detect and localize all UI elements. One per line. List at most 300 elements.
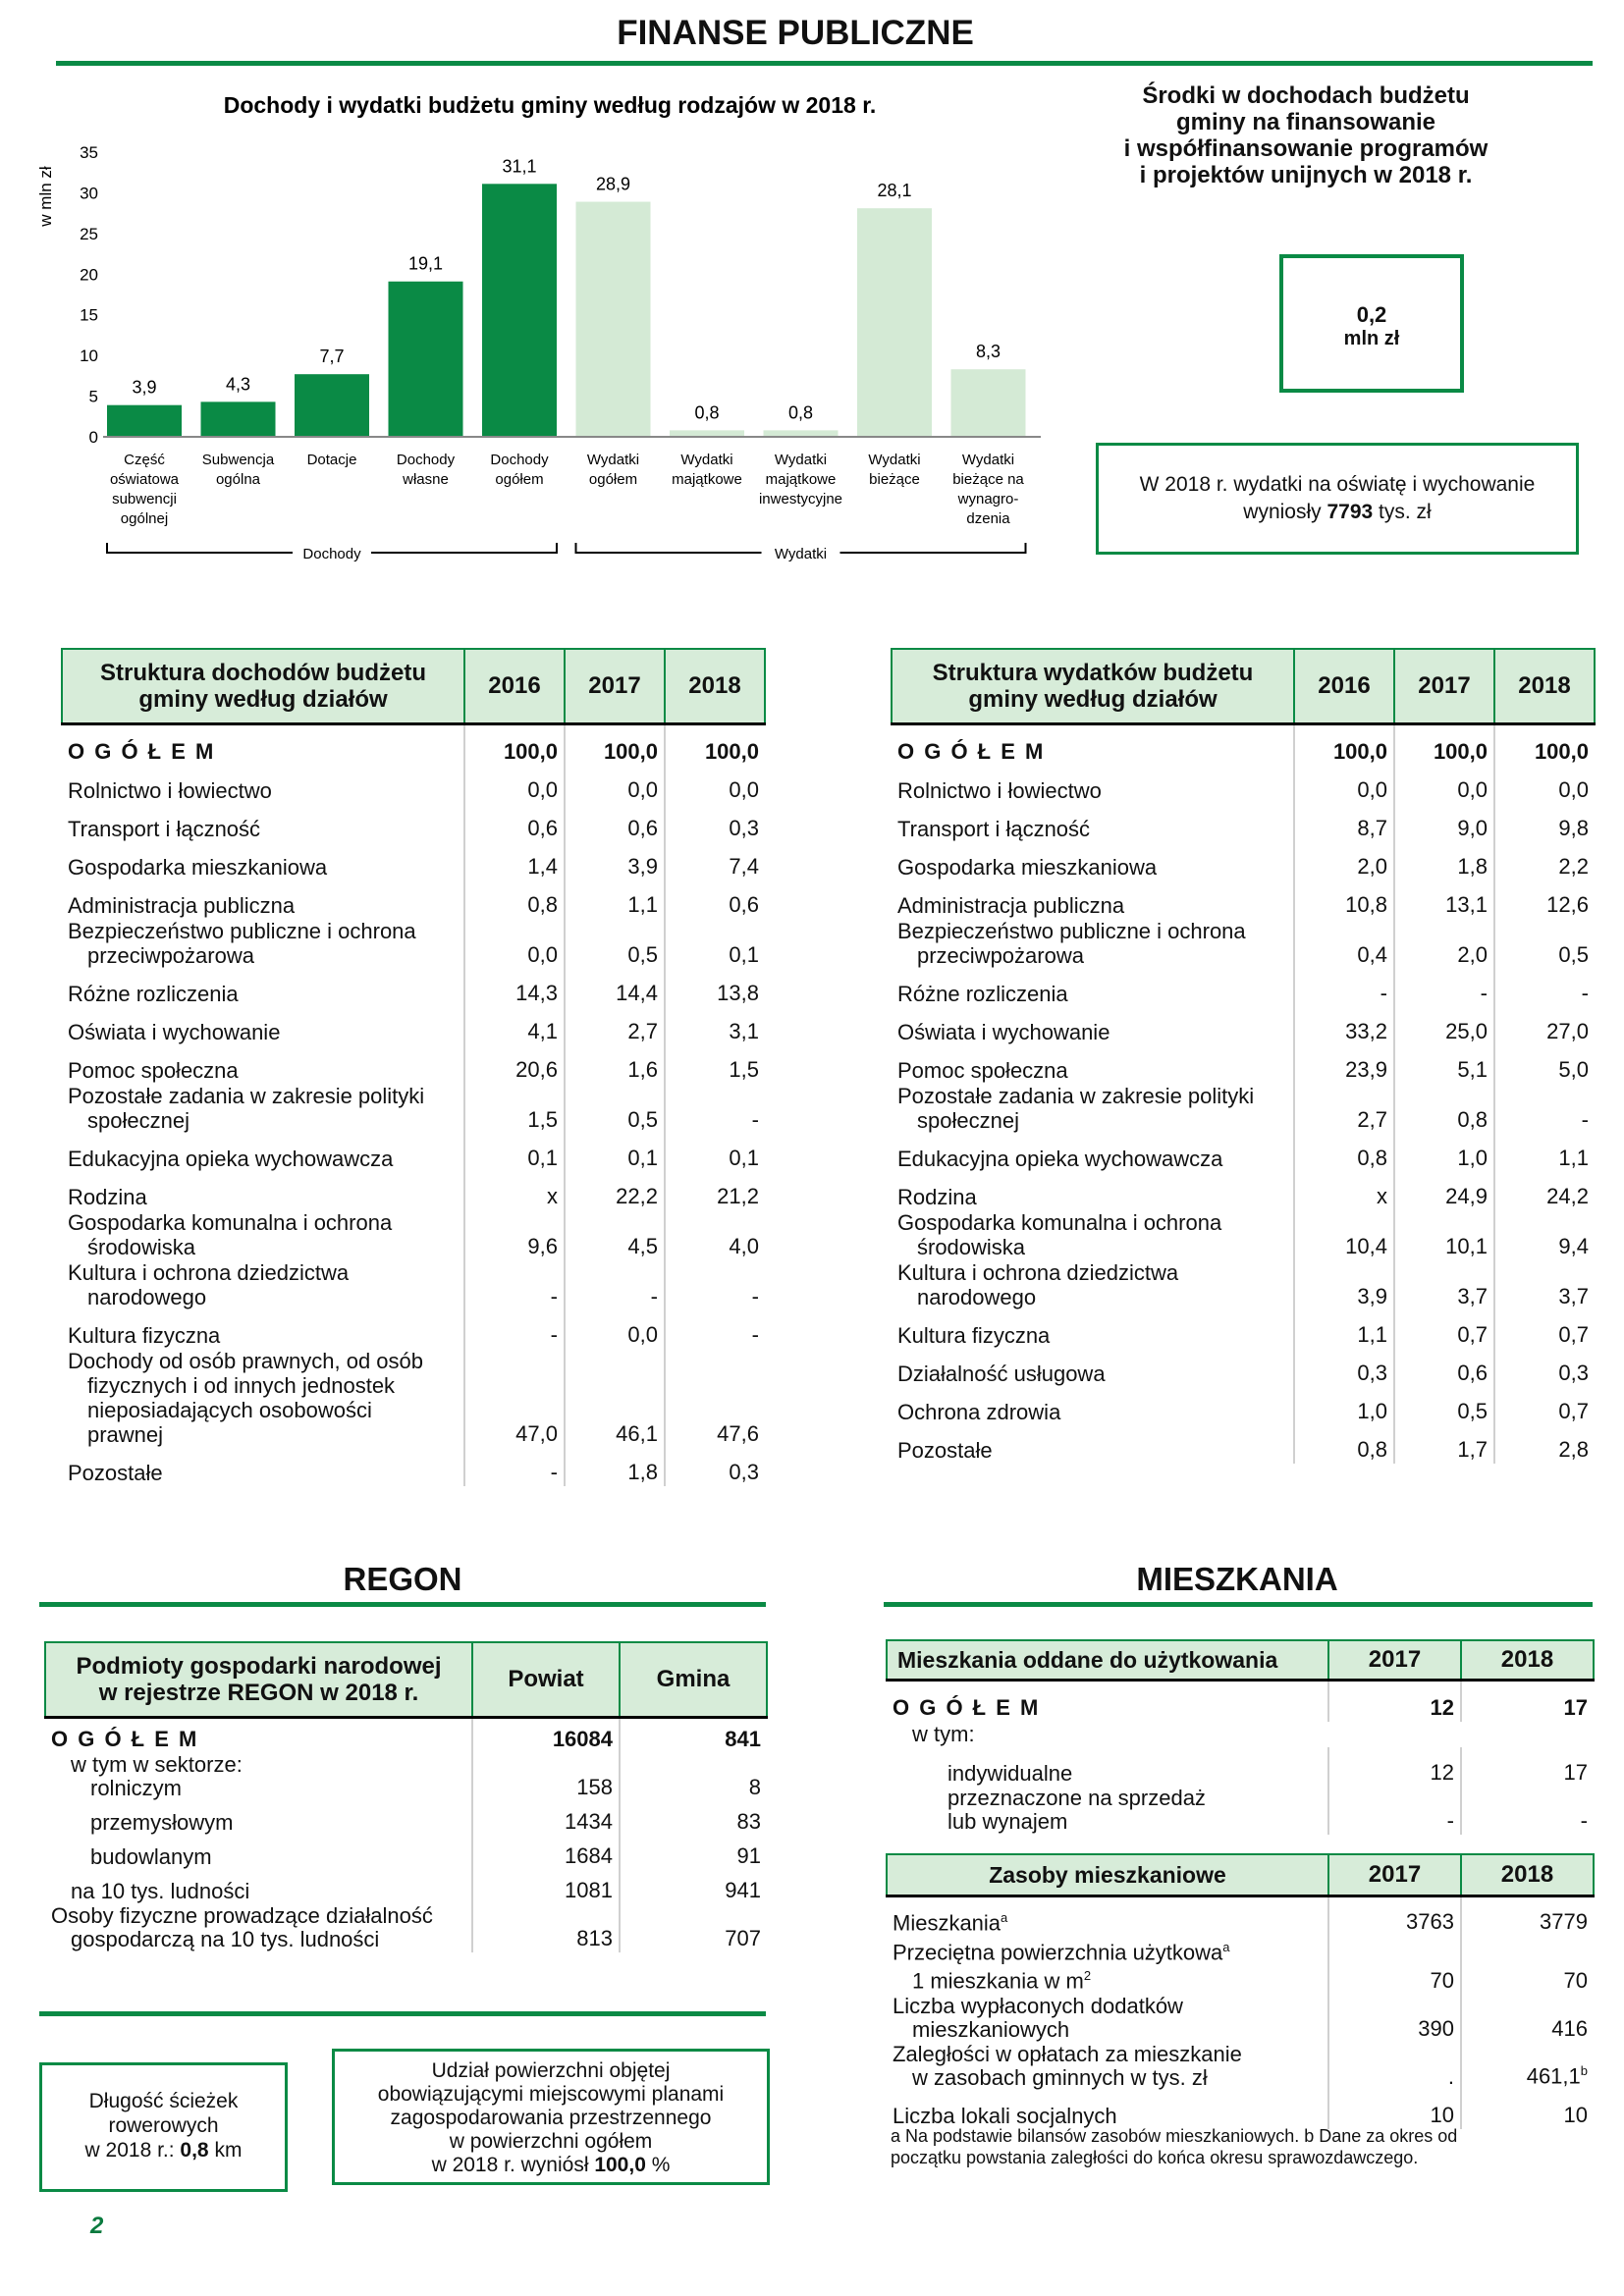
srodki-value: 0,2 — [1356, 302, 1387, 327]
table-cell: - — [464, 1260, 565, 1310]
table-cell: 0,1 — [665, 919, 765, 969]
table-cell: 1081 — [472, 1870, 620, 1904]
table-cell: - — [665, 1084, 765, 1134]
table-row — [892, 881, 1595, 919]
srodki-unit: mln zł — [1343, 328, 1400, 349]
table-cell: 1,1 — [565, 881, 665, 919]
total-label: O G Ó Ł E M — [45, 1718, 472, 1753]
row-label: przeznaczone na sprzedaż lub wynajem — [887, 1787, 1328, 1835]
category-label: Wydatki — [961, 452, 1015, 468]
table-row — [45, 1904, 767, 1952]
table-cell: 0,5 — [565, 1084, 665, 1134]
bar — [389, 282, 463, 437]
category-label: ogółem — [588, 471, 638, 488]
category-label: Dochody — [490, 452, 549, 468]
table-header: Podmioty gospodarki narodowej w rejestrze REGON w 2018 r. — [45, 1642, 472, 1718]
table-cell: 3,7 — [1394, 1260, 1494, 1310]
table-header: Struktura wydatków budżetu gminy według działów — [892, 649, 1294, 724]
table-cell: 3,1 — [665, 1007, 765, 1045]
table-row — [62, 1172, 765, 1210]
mieszkania-rule — [884, 1602, 1593, 1607]
row-label: Kultura fizyczna — [892, 1310, 1294, 1349]
regon-title: REGON — [343, 1561, 462, 1597]
srodki-title — [1100, 82, 1512, 188]
category-label: inwestycyjne — [758, 491, 843, 507]
category-label: Dotacje — [306, 452, 357, 468]
table-row — [62, 1448, 765, 1486]
table-cell: - — [1494, 1084, 1595, 1134]
table-cell: 0,8 — [1294, 1425, 1394, 1464]
total-label: O G Ó Ł E M — [887, 1681, 1328, 1722]
footnote — [891, 2125, 1457, 2168]
row-label: Transport i łączność — [892, 804, 1294, 842]
table-cell: 0,5 — [1394, 1387, 1494, 1425]
table-cell: 9,6 — [464, 1210, 565, 1260]
category-label: Część — [124, 452, 165, 468]
table-row — [45, 1801, 767, 1836]
table-cell: x — [1294, 1172, 1394, 1210]
table-cell: 14,3 — [464, 969, 565, 1007]
row-label: w tym w sektorze: rolniczym — [45, 1753, 472, 1801]
y-tick-label: 20 — [80, 265, 98, 285]
table-cell: 2,7 — [1294, 1084, 1394, 1134]
row-label: Kultura i ochrona dziedzictwa narodowego — [62, 1260, 464, 1310]
table-cell: 1,7 — [1394, 1425, 1494, 1464]
row-label: Rolnictwo i łowiectwo — [892, 766, 1294, 804]
table-cell: 100,0 — [1394, 724, 1494, 766]
table-cell: - — [464, 1310, 565, 1349]
table-row — [892, 1172, 1595, 1210]
bar — [201, 401, 276, 437]
table-cell: 13,8 — [665, 969, 765, 1007]
table-cell: 27,0 — [1494, 1007, 1595, 1045]
table-cell: 0,0 — [665, 766, 765, 804]
plany-value: 100,0 — [594, 2154, 646, 2176]
table-cell: 1,8 — [565, 1448, 665, 1486]
category-label: bieżące na — [952, 471, 1024, 488]
row-label: Rodzina — [892, 1172, 1294, 1210]
table-row — [892, 1310, 1595, 1349]
table-cell: 10 — [1461, 2090, 1594, 2128]
table-cell: 8,7 — [1294, 804, 1394, 842]
table-cell: 1434 — [472, 1801, 620, 1836]
oswiata-box — [1096, 443, 1579, 555]
table-cell: 2,7 — [565, 1007, 665, 1045]
category-label: subwencji — [112, 491, 177, 507]
y-tick-label: 35 — [80, 143, 98, 162]
table-row — [62, 919, 765, 969]
col-header: Gmina — [620, 1642, 767, 1718]
row-label: Pomoc społeczna — [892, 1045, 1294, 1084]
table-cell: 158 — [472, 1753, 620, 1801]
bar-value-label: 19,1 — [407, 253, 444, 274]
sciezki-box — [39, 2062, 288, 2192]
page-number: 2 — [90, 2213, 104, 2239]
year-header: 2016 — [1294, 649, 1394, 724]
category-label: Wydatki — [774, 452, 828, 468]
year-header: 2018 — [1494, 649, 1595, 724]
plany-line: Udział powierzchni objętej — [431, 2059, 671, 2082]
table-cell: 4,0 — [665, 1210, 765, 1260]
table-cell: 0,0 — [565, 1310, 665, 1349]
table-cell: 0,3 — [665, 1448, 765, 1486]
year-header: 2017 — [1328, 1640, 1461, 1681]
row-label: Kultura i ochrona dziedzictwa narodowego — [892, 1260, 1294, 1310]
table-cell: 25,0 — [1394, 1007, 1494, 1045]
table-cell: 0,7 — [1394, 1310, 1494, 1349]
table-cell: 70 — [1461, 1936, 1594, 1995]
table-cell: 3779 — [1461, 1896, 1594, 1936]
srodki-value-box — [1279, 254, 1464, 393]
row-label: Gospodarka komunalna i ochrona środowiska — [892, 1210, 1294, 1260]
row-label: Kultura fizyczna — [62, 1310, 464, 1349]
table-row — [892, 1349, 1595, 1387]
table-cell: 0,0 — [565, 766, 665, 804]
table-header: Mieszkania oddane do użytkowania — [887, 1640, 1328, 1681]
y-tick-label: 25 — [80, 224, 98, 243]
table-cell: 941 — [620, 1870, 767, 1904]
table-cell: 0,4 — [1294, 919, 1394, 969]
total-label: O G Ó Ł E M — [892, 724, 1294, 766]
table-cell: 24,2 — [1494, 1172, 1595, 1210]
plany-unit: % — [645, 2154, 671, 2176]
year-header: 2017 — [1328, 1854, 1461, 1896]
table-cell: 33,2 — [1294, 1007, 1394, 1045]
plany-line: obowiązującymi miejscowymi planami — [377, 2083, 725, 2106]
table-cell: 2,2 — [1494, 842, 1595, 881]
row-label: indywidualne — [887, 1748, 1328, 1787]
row-label: na 10 tys. ludności — [45, 1870, 472, 1904]
table-cell: 1,1 — [1294, 1310, 1394, 1349]
table-row — [892, 766, 1595, 804]
table-row — [892, 1007, 1595, 1045]
footnote-line: a Na podstawie bilansów zasobów mieszkaniowych. b Dane za okres od — [891, 2126, 1458, 2146]
table-cell: 10 — [1328, 2090, 1461, 2128]
col-header: Powiat — [472, 1642, 620, 1718]
table-cell: 16084 — [472, 1718, 620, 1753]
row-label: Administracja publiczna — [62, 881, 464, 919]
table-row — [887, 1936, 1594, 1995]
y-tick-label: 0 — [88, 428, 98, 447]
table-cell: 12 — [1328, 1681, 1461, 1722]
mieszkania-title: MIESZKANIA — [1136, 1561, 1338, 1597]
sciezki-line: Długość ścieżek — [88, 2090, 239, 2112]
table-row — [892, 1134, 1595, 1172]
page-title: FINANSE PUBLICZNE — [617, 14, 974, 52]
row-label: Gospodarka mieszkaniowa — [62, 842, 464, 881]
year-header: 2018 — [1461, 1640, 1594, 1681]
table-cell: 2,8 — [1494, 1425, 1595, 1464]
table-cell: 100,0 — [464, 724, 565, 766]
year-header: 2018 — [665, 649, 765, 724]
table-cell: 0,8 — [464, 881, 565, 919]
sciezki-line: rowerowych — [108, 2114, 219, 2137]
table-cell: 4,5 — [565, 1210, 665, 1260]
table-cell: 0,7 — [1494, 1310, 1595, 1349]
category-label: Wydatki — [586, 452, 640, 468]
year-header: 2016 — [464, 649, 565, 724]
category-label: Dochody — [396, 452, 456, 468]
table-header: Zasoby mieszkaniowe — [887, 1854, 1328, 1896]
table-cell: 0,0 — [464, 766, 565, 804]
table-cell: 7,4 — [665, 842, 765, 881]
table-cell: 416 — [1461, 1994, 1594, 2042]
table-row — [62, 1045, 765, 1084]
plany-line: zagospodarowania przestrzennego — [390, 2107, 712, 2129]
y-tick-label: 5 — [88, 387, 98, 406]
y-tick-label: 30 — [80, 184, 98, 203]
bar — [576, 202, 651, 437]
row-label: Edukacyjna opieka wychowawcza — [62, 1134, 464, 1172]
table-cell: 47,6 — [665, 1349, 765, 1448]
table-cell: 100,0 — [565, 724, 665, 766]
row-label: Dochody od osób prawnych, od osób fizycznych i od innych jednostek nieposiadających osobowości prawnej — [62, 1349, 464, 1448]
category-label: własne — [403, 471, 449, 488]
table-cell: 9,4 — [1494, 1210, 1595, 1260]
table-cell: 1,5 — [464, 1084, 565, 1134]
table-cell: 1,0 — [1294, 1387, 1394, 1425]
table-cell: 14,4 — [565, 969, 665, 1007]
table-cell: 1,4 — [464, 842, 565, 881]
bar-value-label: 28,1 — [877, 181, 912, 201]
table-cell: 9,0 — [1394, 804, 1494, 842]
table-row — [892, 804, 1595, 842]
bar-value-label: 28,9 — [595, 174, 631, 194]
table-cell: 0,0 — [464, 919, 565, 969]
table-cell: 0,6 — [565, 804, 665, 842]
sciezki-unit: km — [208, 2139, 243, 2162]
y-tick-label: 10 — [80, 347, 98, 366]
w-tym-label: w tym: — [887, 1722, 1594, 1748]
table-cell: x — [464, 1172, 565, 1210]
group-label: Dochody — [302, 546, 361, 562]
oswiata-text: W 2018 r. wydatki na oświatę i wychowanie wyniosły — [1139, 473, 1536, 523]
category-label: bieżące — [869, 471, 920, 488]
table-cell: 1684 — [472, 1836, 620, 1870]
srodki-title-line: i współfinansowanie programów — [1123, 135, 1489, 162]
oswiata-value: 7793 — [1326, 501, 1374, 523]
table-cell: - — [1328, 1787, 1461, 1835]
category-label: majątkowe — [672, 471, 742, 488]
table-row — [62, 969, 765, 1007]
table-cell: - — [665, 1310, 765, 1349]
table-cell: 1,5 — [665, 1045, 765, 1084]
table-cell: 0,6 — [464, 804, 565, 842]
table-row — [887, 2042, 1594, 2090]
table-cell: 5,1 — [1394, 1045, 1494, 1084]
group-label: Wydatki — [774, 546, 828, 562]
table-cell: 0,5 — [565, 919, 665, 969]
row-label: Edukacyjna opieka wychowawcza — [892, 1134, 1294, 1172]
category-label: Wydatki — [868, 452, 921, 468]
table-cell: 3,9 — [565, 842, 665, 881]
table-row — [887, 2090, 1594, 2128]
table-row — [62, 1310, 765, 1349]
row-label: Gospodarka komunalna i ochrona środowiska — [62, 1210, 464, 1260]
sciezki-line: w 2018 r.: — [84, 2139, 181, 2162]
table-row — [62, 1349, 765, 1448]
category-label: oświatowa — [109, 471, 180, 488]
table-cell: 0,8 — [1294, 1134, 1394, 1172]
table-row — [62, 1260, 765, 1310]
table-cell: 1,0 — [1394, 1134, 1494, 1172]
table-cell: 46,1 — [565, 1349, 665, 1448]
row-label: Przeciętna powierzchnia użytkowa$^a$ 1 mieszkania w $m^2$ — [887, 1936, 1328, 1995]
table-row — [45, 1870, 767, 1904]
table-cell: 0,6 — [665, 881, 765, 919]
row-label: Bezpieczeństwo publiczne i ochrona przeciwpożarowa — [892, 919, 1294, 969]
table-row — [62, 1007, 765, 1045]
table-cell: 3763 — [1328, 1896, 1461, 1936]
table-cell: 813 — [472, 1904, 620, 1952]
table-cell: 0,3 — [1494, 1349, 1595, 1387]
year-header: 2018 — [1461, 1854, 1594, 1896]
bar-value-label: 8,3 — [975, 342, 1001, 362]
category-label: Subwencja — [201, 452, 275, 468]
table-cell: - — [1494, 969, 1595, 1007]
table-cell: 0,3 — [665, 804, 765, 842]
table-cell: 0,8 — [1394, 1084, 1494, 1134]
table-row — [62, 1134, 765, 1172]
bar-value-label: 31,1 — [502, 156, 537, 177]
table-cell: 0,1 — [665, 1134, 765, 1172]
table-cell: 70 — [1328, 1936, 1461, 1995]
row-label: Pozostałe — [892, 1425, 1294, 1464]
row-label: Rodzina — [62, 1172, 464, 1210]
table-row — [892, 1425, 1595, 1464]
row-label: Oświata i wychowanie — [892, 1007, 1294, 1045]
row-label: Pozostałe — [62, 1448, 464, 1486]
row-label: przemysłowym — [45, 1801, 472, 1836]
table-cell: 47,0 — [464, 1349, 565, 1448]
table-cell: 2,0 — [1394, 919, 1494, 969]
row-label: Administracja publiczna — [892, 881, 1294, 919]
table-cell: - — [1294, 969, 1394, 1007]
table-row — [892, 969, 1595, 1007]
table-cell: 13,1 — [1394, 881, 1494, 919]
bar — [951, 369, 1026, 437]
bar — [107, 405, 182, 437]
table-cell: 390 — [1328, 1994, 1461, 2042]
year-header: 2017 — [1394, 649, 1494, 724]
budget-chart — [36, 83, 1060, 574]
bar-value-label: 7,7 — [319, 347, 345, 367]
table-row — [45, 1753, 767, 1801]
y-tick-label: 15 — [80, 305, 98, 325]
row-label: Bezpieczeństwo publiczne i ochrona przeciwpożarowa — [62, 919, 464, 969]
row-label: Różne rozliczenia — [62, 969, 464, 1007]
bar-value-label: 0,8 — [787, 402, 814, 423]
row-label: Liczba wypłaconych dodatków mieszkaniowych — [887, 1994, 1328, 2042]
table-row — [62, 1210, 765, 1260]
table-cell: 100,0 — [665, 724, 765, 766]
plany-box — [332, 2049, 770, 2185]
table-cell: 0,5 — [1494, 919, 1595, 969]
table-header: Struktura dochodów budżetu gminy według działów — [62, 649, 464, 724]
table-cell: 23,9 — [1294, 1045, 1394, 1084]
table-cell: 22,2 — [565, 1172, 665, 1210]
table-cell: - — [565, 1260, 665, 1310]
row-label: Ochrona zdrowia — [892, 1387, 1294, 1425]
table-cell: - — [665, 1260, 765, 1310]
table-cell: 1,8 — [1394, 842, 1494, 881]
table-cell: 91 — [620, 1836, 767, 1870]
table-cell: 0,0 — [1394, 766, 1494, 804]
table-row — [62, 881, 765, 919]
category-label: dzenia — [966, 510, 1010, 527]
table-cell: 21,2 — [665, 1172, 765, 1210]
total-label: O G Ó Ł E M — [62, 724, 464, 766]
table-cell: 10,8 — [1294, 881, 1394, 919]
table-cell: 0,1 — [464, 1134, 565, 1172]
title-rule — [56, 61, 1593, 66]
table-cell: 12,6 — [1494, 881, 1595, 919]
table-cell: 3,7 — [1494, 1260, 1595, 1310]
srodki-title-line: i projektów unijnych w 2018 r. — [1139, 162, 1473, 188]
oswiata-unit: tys. zł — [1373, 501, 1432, 523]
table-cell: . — [1328, 2042, 1461, 2090]
table-cell: 0,7 — [1494, 1387, 1595, 1425]
row-label: Transport i łączność — [62, 804, 464, 842]
plany-line: w 2018 r. wyniósł — [431, 2154, 595, 2176]
category-label: ogólna — [215, 471, 261, 488]
table-row — [62, 804, 765, 842]
table-row — [892, 1084, 1595, 1134]
row-label: Pozostałe zadania w zakresie polityki społecznej — [892, 1084, 1294, 1134]
row-label: Gospodarka mieszkaniowa — [892, 842, 1294, 881]
plany-line: w powierzchni ogółem — [449, 2130, 653, 2153]
table-cell: 1,6 — [565, 1045, 665, 1084]
bar-value-label: 3,9 — [132, 377, 157, 398]
y-axis-label: w mln zł — [36, 166, 55, 227]
regon-rule — [39, 1602, 766, 1607]
row-label: Działalność usługowa — [892, 1349, 1294, 1387]
year-header: 2017 — [565, 649, 665, 724]
bar — [482, 184, 557, 437]
table-cell: 10,4 — [1294, 1210, 1394, 1260]
table-cell: 707 — [620, 1904, 767, 1952]
table-cell: 0,3 — [1294, 1349, 1394, 1387]
table-row — [62, 766, 765, 804]
row-label: budowlanym — [45, 1836, 472, 1870]
table-cell: 100,0 — [1494, 724, 1595, 766]
sciezki-value: 0,8 — [180, 2139, 209, 2162]
table-cell: 461,1$^b$ — [1461, 2042, 1594, 2090]
srodki-title-line: gminy na finansowanie — [1175, 109, 1436, 135]
table-row — [887, 1896, 1594, 1936]
table-cell: 100,0 — [1294, 724, 1394, 766]
table-cell: 8 — [620, 1753, 767, 1801]
table-cell: 20,6 — [464, 1045, 565, 1084]
table-row — [62, 842, 765, 881]
table-row — [62, 1084, 765, 1134]
category-label: ogólnej — [120, 510, 169, 527]
row-label: Osoby fizyczne prowadzące działalność gospodarczą na 10 tys. ludności — [45, 1904, 472, 1952]
category-label: Wydatki — [680, 452, 733, 468]
chart-title: Dochody i wydatki budżetu gminy według rodzajów w 2018 r. — [223, 92, 877, 118]
table-row — [892, 1210, 1595, 1260]
bar — [295, 374, 369, 437]
srodki-title-line: Środki w dochodach budżetu — [1142, 82, 1470, 109]
table-cell: 5,0 — [1494, 1045, 1595, 1084]
table-cell: 0,0 — [1494, 766, 1595, 804]
table-cell: 3,9 — [1294, 1260, 1394, 1310]
table-row — [45, 1836, 767, 1870]
table-row — [887, 1787, 1594, 1835]
table-cell: 12 — [1328, 1748, 1461, 1787]
table-cell: 17 — [1461, 1748, 1594, 1787]
table-row — [892, 919, 1595, 969]
